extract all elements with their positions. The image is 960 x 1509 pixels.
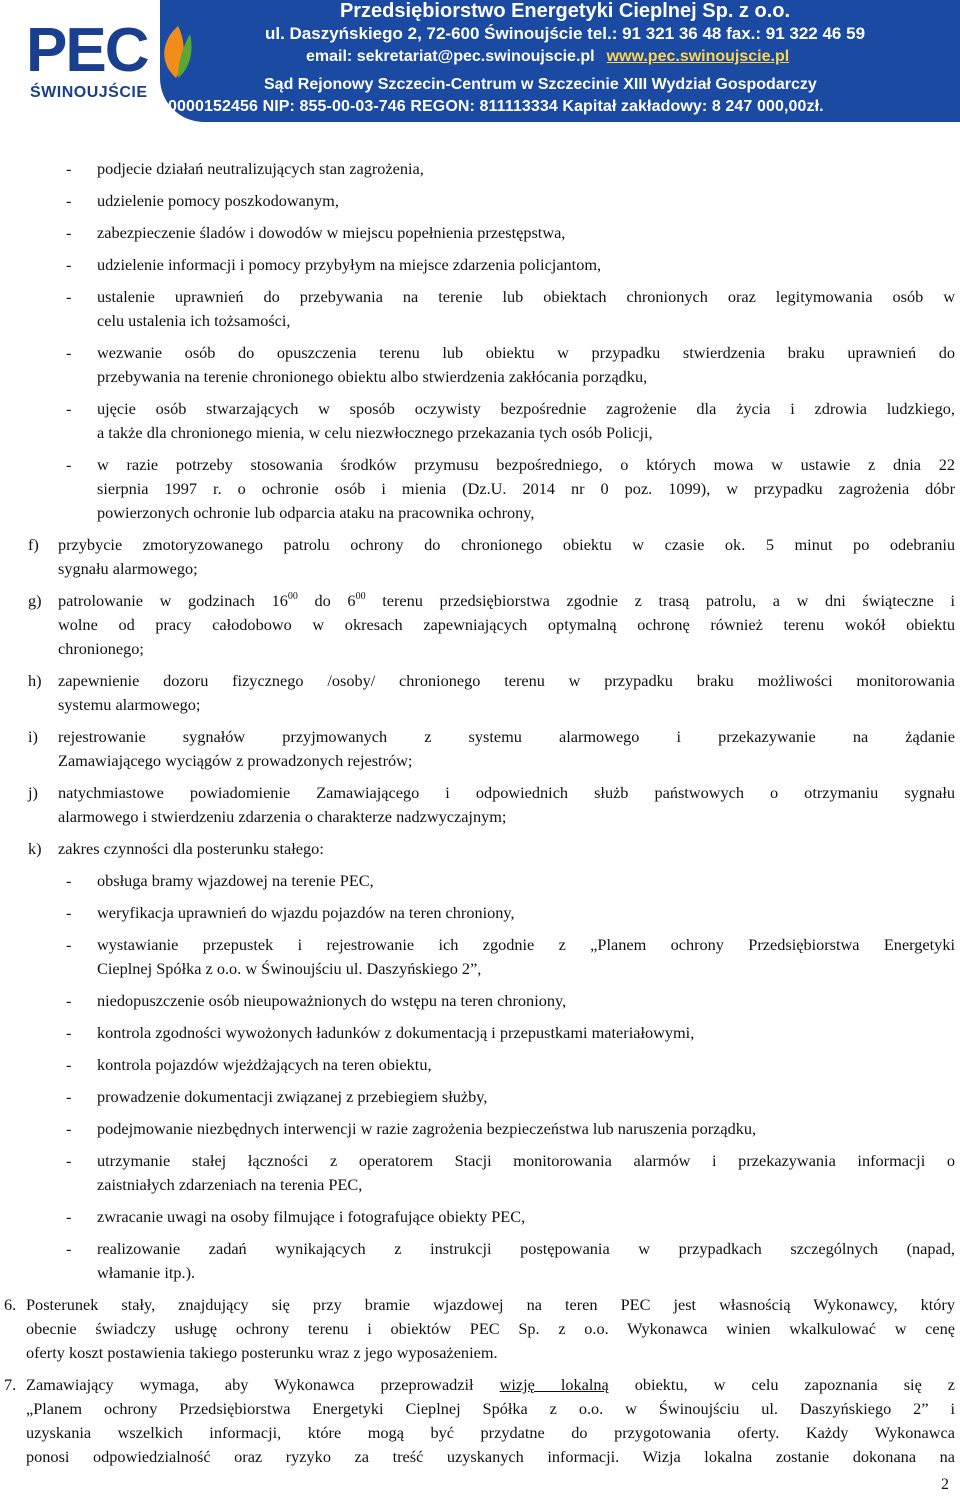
list-item: w razie potrzeby stosowania środków przymusu bezpośredniego, o których mowa w ustawie z dnia 22 bbox=[97, 455, 955, 474]
item-f: przybycie zmotoryzowanego patrolu ochrony do chronionego obiektu w czasie ok. 5 minut po odebraniu bbox=[58, 535, 955, 554]
list-bullet: - bbox=[66, 1087, 72, 1106]
item-f-cont: sygnału alarmowego; bbox=[58, 559, 198, 578]
list-item-cont: celu ustalenia ich tożsamości, bbox=[97, 311, 291, 330]
court-info: Sąd Rejonowy Szczecin-Centrum w Szczecinie XIII Wydział Gospodarczy bbox=[264, 76, 817, 93]
item-j: natychmiastowe powiadomienie Zamawiającego i odpowiednich służb państwowych o otrzymaniu sygnału bbox=[58, 783, 955, 802]
list-bullet: - bbox=[66, 455, 72, 474]
paragraph-number-6: 6. bbox=[4, 1295, 17, 1314]
paragraph-7-text: Zamawiający wymaga, aby Wykonawca przeprowadził bbox=[26, 1375, 474, 1394]
list-item: prowadzenie dokumentacji związanej z przebiegiem służby, bbox=[97, 1087, 488, 1106]
list-bullet: - bbox=[66, 935, 72, 954]
company-website-link[interactable]: www.pec.swinoujscie.pl bbox=[606, 48, 790, 65]
list-item: utrzymanie stałej łączności z operatorem Stacji monitorowania alarmów i przekazywania informacji o bbox=[97, 1151, 955, 1170]
list-bullet: - bbox=[66, 1151, 72, 1170]
paragraph-7-text: obiektu, w celu zapoznania się z bbox=[634, 1375, 956, 1394]
paragraph-7-cont: ponosi odpowiedzialność oraz ryzyko za treść uzyskanych informacji. Wizja lokalna zostanie dokonana na bbox=[26, 1447, 955, 1466]
item-k: zakres czynności dla posterunku stałego: bbox=[58, 839, 324, 858]
list-bullet: - bbox=[66, 159, 72, 178]
list-item: kontrola zgodności wywożonych ładunków z dokumentacją i przepustkami materiałowymi, bbox=[97, 1023, 695, 1042]
list-item-cont: sierpnia 1997 r. o ochronie osób i mienia (Dz.U. 2014 nr 0 poz. 1099), w przypadku zagrożenia dóbr bbox=[97, 479, 955, 498]
list-bullet: - bbox=[66, 871, 72, 890]
list-item: wystawianie przepustek i rejestrowanie ich zgodnie z „Planem ochrony Przedsiębiorstwa Energetyki bbox=[97, 935, 955, 954]
list-bullet: - bbox=[66, 255, 72, 274]
list-bullet: - bbox=[66, 287, 72, 306]
item-h: zapewnienie dozoru fizycznego /osoby/ chronionego terenu w przypadku braku możliwości monitorowania bbox=[58, 671, 955, 690]
superscript: 00 bbox=[287, 591, 298, 602]
item-g-cont: wolne od pracy całodobowo w okresach zapewniających optymalną ochronę również terenu wokół obiektu bbox=[58, 615, 955, 634]
paragraph-6: Posterunek stały, znajdujący się przy bramie wjazdowej na teren PEC jest własnością Wykonawcy, który bbox=[26, 1295, 955, 1314]
list-item: realizowanie zadań wynikających z instrukcji postępowania w przypadkach szczególnych (napad, bbox=[97, 1239, 955, 1258]
item-g-text: terenu przedsiębiorstwa zgodnie z trasą patrolu, a w dni świąteczne i bbox=[365, 591, 955, 610]
list-bullet: - bbox=[66, 1023, 72, 1042]
list-item-cont: zaistniałych zdarzeniach na terenia PEC, bbox=[97, 1175, 363, 1194]
list-item: udzielenie informacji i pomocy przybyłym na miejsce zdarzenia policjantom, bbox=[97, 255, 602, 274]
paragraph-7 bbox=[26, 1373, 955, 1397]
list-item: zwracanie uwagi na osoby filmujące i fotografujące obiekty PEC, bbox=[97, 1207, 526, 1226]
item-label-j: j) bbox=[28, 783, 38, 802]
item-label-k: k) bbox=[28, 839, 42, 858]
item-h-cont: systemu alarmowego; bbox=[58, 695, 201, 714]
contact-line bbox=[306, 48, 789, 66]
paragraph-6-cont: oferty koszt postawienia takiego posterunku wraz z jego wyposażeniem. bbox=[26, 1343, 498, 1362]
item-label-h: h) bbox=[28, 671, 42, 690]
logo-text: PEC bbox=[26, 16, 148, 85]
list-bullet: - bbox=[66, 1239, 72, 1258]
list-item: podejmowanie niezbędnych interwencji w razie zagrożenia bezpieczeństwa lub naruszenia porządku, bbox=[97, 1119, 757, 1138]
list-bullet: - bbox=[66, 223, 72, 242]
list-bullet: - bbox=[66, 1119, 72, 1138]
letterhead bbox=[0, 0, 960, 125]
item-g-cont: chronionego; bbox=[58, 639, 144, 658]
list-item: udzielenie pomocy poszkodowanym, bbox=[97, 191, 339, 210]
list-item-cont: przebywania na terenie chronionego obiektu albo stwierdzenia zakłócania porządku, bbox=[97, 367, 648, 386]
registry-info: KRS: 0000152456 NIP: 855-00-03-746 REGON: 811113334 Kapitał zakładowy: 8 247 000,00zł. bbox=[124, 98, 824, 115]
item-label-g: g) bbox=[28, 591, 42, 610]
list-bullet: - bbox=[66, 1055, 72, 1074]
underlined-term: wizję lokalną bbox=[499, 1375, 609, 1394]
company-address: ul. Daszyńskiego 2, 72-600 Świnoujście tel.: 91 321 36 48 fax.: 91 322 46 59 bbox=[264, 24, 866, 43]
item-label-i: i) bbox=[28, 727, 38, 746]
item-g bbox=[58, 589, 955, 613]
list-bullet: - bbox=[66, 1207, 72, 1226]
paragraph-6-cont: obecnie świadczy usługę ochrony terenu i obiektów PEC Sp. z o.o. Wykonawca winien wkalkulować w cenę bbox=[26, 1319, 955, 1338]
item-g-text: patrolowanie w godzinach 16 bbox=[58, 591, 288, 610]
item-i-cont: Zamawiającego wyciągów z prowadzonych rejestrów; bbox=[58, 751, 413, 770]
list-item-cont: Cieplnej Spółka z o.o. w Świnoujściu ul. Daszyńskiego 2”, bbox=[97, 959, 482, 978]
list-item-cont: powierzonych ochronie lub odparcia ataku na pracownika ochrony, bbox=[97, 503, 535, 522]
paragraph-7-cont: „Planem ochrony Przedsiębiorstwa Energetyki Cieplnej Spółka z o.o. w Świnoujściu ul. Daszyńskiego 2” i bbox=[26, 1399, 955, 1418]
list-item-cont: włamanie itp.). bbox=[97, 1263, 196, 1282]
paragraph-7-cont: uzyskania wszelkich informacji, które mogą być przydatne do przygotowania oferty. Każdy Wykonawca bbox=[26, 1423, 955, 1442]
paragraph-number-7: 7. bbox=[4, 1375, 17, 1394]
list-item: kontrola pojazdów wjeżdżających na teren obiektu, bbox=[97, 1055, 432, 1074]
list-item: podjecie działań neutralizujących stan zagrożenia, bbox=[97, 159, 424, 178]
company-email: email: sekretariat@pec.swinoujscie.pl bbox=[306, 48, 595, 65]
page-number: 2 bbox=[941, 1476, 949, 1493]
logo-city: ŚWINOUJŚCIE bbox=[30, 84, 148, 101]
item-label-f: f) bbox=[28, 535, 39, 554]
item-g-text: do 6 bbox=[297, 591, 356, 610]
list-bullet: - bbox=[66, 343, 72, 362]
item-i: rejestrowanie sygnałów przyjmowanych z systemu alarmowego i przekazywanie na żądanie bbox=[58, 727, 955, 746]
list-item: obsługa bramy wjazdowej na terenie PEC, bbox=[97, 871, 374, 890]
company-name: Przedsiębiorstwo Energetyki Cieplnej Sp. z o.o. bbox=[339, 0, 791, 22]
list-bullet: - bbox=[66, 399, 72, 418]
list-item-cont: a także dla chronionego mienia, w celu niezwłocznego przekazania tych osób Policji, bbox=[97, 423, 653, 442]
list-item: wezwanie osób do opuszczenia terenu lub obiektu w przypadku stwierdzenia braku uprawnień do bbox=[97, 343, 955, 362]
list-bullet: - bbox=[66, 991, 72, 1010]
item-j-cont: alarmowego i stwierdzeniu zdarzenia o charakterze nadzwyczajnym; bbox=[58, 807, 507, 826]
list-item: weryfikacja uprawnień do wjazdu pojazdów na teren chroniony, bbox=[97, 903, 515, 922]
list-item: zabezpieczenie śladów i dowodów w miejscu popełnienia przestępstwa, bbox=[97, 223, 566, 242]
list-item: niedopuszczenie osób nieupoważnionych do wstępu na teren chroniony, bbox=[97, 991, 567, 1010]
list-item: ustalenie uprawnień do przebywania na terenie lub obiektach chronionych oraz legitymowania osób w bbox=[97, 287, 955, 306]
list-bullet: - bbox=[66, 191, 72, 210]
superscript: 00 bbox=[355, 591, 366, 602]
list-bullet: - bbox=[66, 903, 72, 922]
list-item: ujęcie osób stwarzających w sposób oczywisty bezpośrednie zagrożenie dla życia i zdrowia ludzkiego, bbox=[97, 399, 955, 418]
